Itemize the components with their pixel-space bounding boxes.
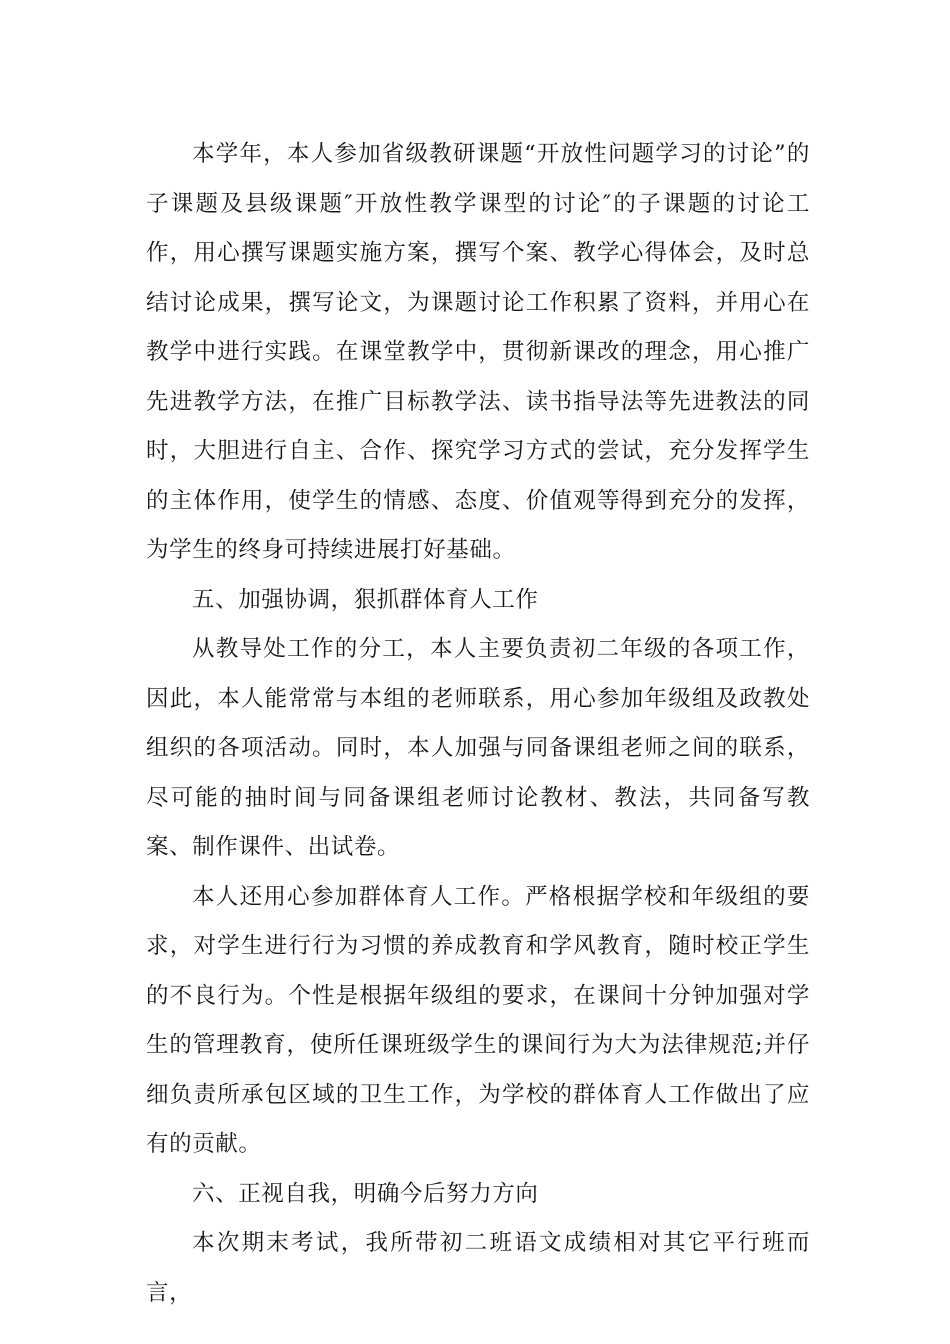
paragraph-research-work: 本学年，本人参加省级教研课题“开放性问题学习的讨论”的子课题及县级课题″开放性教学课型的讨论″的子课题的讨论工作，用心撰写课题实施方案，撰写个案、教学心得体会，及时总结讨论成果，撰写论文，为课题讨论工作积累了资料，并用心在教学中进行实践。在课堂教学中，贯彻新课改的理念，用心推广先进教学方法，在推广目标教学法、读书指导法等先进教法的同时，大胆进行自主、合作、探究学习方式的尝试，充分发挥学生的主体作用，使学生的情感、态度、价值观等得到充分的发挥，为学生的终身可持续进展打好基础。 <box>146 141 810 563</box>
document-body <box>146 130 810 1318</box>
paragraph-final-exam: 本次期末考试，我所带初二班语文成绩相对其它平行班而言， <box>146 1230 810 1306</box>
section-heading-six: 六、正视自我，明确今后努力方向 <box>192 1180 539 1207</box>
section-heading-five: 五、加强协调，狠抓群体育人工作 <box>192 586 539 613</box>
paragraph-group-education: 本人还用心参加群体育人工作。严格根据学校和年级组的要求，对学生进行行为习惯的养成教育和学风教育，随时校正学生的不良行为。个性是根据年级组的要求，在课间十分钟加强对学生的管理教育，使所任课班级学生的课间行为大为法律规范;并仔细负责所承包区域的卫生工作，为学校的群体育人工作做出了应有的贡献。 <box>146 883 810 1157</box>
paragraph-coordination: 从教导处工作的分工，本人主要负责初二年级的各项工作，因此，本人能常常与本组的老师联系，用心参加年级组及政教处组织的各项活动。同时，本人加强与同备课组老师之间的联系，尽可能的抽时间与同备课组老师讨论教材、教法，共同备写教案、制作课件、出试卷。 <box>146 636 810 860</box>
